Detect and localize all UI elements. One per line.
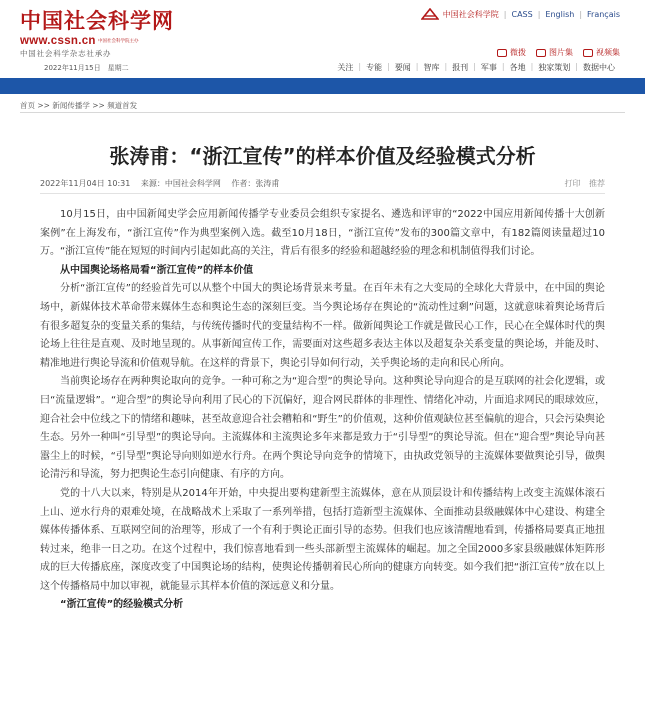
weibo-icon <box>497 49 507 57</box>
current-date: 2022年11月15日 星期二 <box>44 64 129 72</box>
breadcrumb <box>20 100 137 111</box>
nav-item-thinktank[interactable]: 智库 <box>423 63 440 72</box>
video-gallery-label: 视频集 <box>596 48 620 57</box>
top-links <box>421 8 620 20</box>
article-date: 2022年11月04日 10:31 <box>40 179 131 188</box>
article-source: 来源：中国社会科学网 <box>140 179 221 188</box>
divider <box>40 193 605 194</box>
cass-cn-link[interactable]: 中国社会科学院 <box>442 9 499 19</box>
main-nav: 关注 | 专能 | 要闻 | 智库 | 报刊 | 军事 | 各地 | 独家策划 | 数据中心 <box>332 62 620 73</box>
divider: | <box>579 9 583 19</box>
logo-title: 中国社会科学网 <box>20 8 174 33</box>
nav-item-military[interactable]: 军事 <box>480 63 497 72</box>
nav-color-bar <box>0 78 645 94</box>
section-heading: “浙江宣传”的经验模式分析 <box>60 599 184 611</box>
nav-item-journals[interactable]: 报刊 <box>452 63 469 72</box>
logo-subtitle: 中国社会科学杂志社承办 <box>20 49 112 58</box>
french-link[interactable]: Français <box>587 9 620 19</box>
article-paragraph: 当前舆论场存在两种舆论取向的竞争。一种可称之为“迎合型”的舆论导向。这种舆论导向迎合的是互联网的社会化逻辑，或曰“流量逻辑”。“迎合型”的舆论导向利用了民心的下沉偏好，迎合网民群体的非理性、情绪化冲动，片面追求网民的眼球效应，迎合社会中位线之下的情绪和趣味，甚至故意迎合社会糟粕和“野生”的价值观，这种价值观缺位甚至偏航的迎合，只会污染舆论生态。另外一种叫“引导型”的舆论导向。主流媒体和主流舆论多年来都是致力于“引导型”的舆论导流。但在“迎合型”舆论导向甚嚣尘上的时候，“引导型”舆论导向则如逆水行舟。在两个舆论导向竞争的情境下，由执政党领导的主流媒体要做舆论引导，做舆论清污和导流，努力把舆论生态引向健康、有序的方向。 <box>40 376 605 481</box>
cass-logo-icon <box>421 8 439 20</box>
article-author: 作者：张涛甫 <box>231 179 280 188</box>
breadcrumb-home[interactable]: 首页 <box>20 101 35 110</box>
social-links <box>487 47 620 58</box>
print-button[interactable]: 打印 <box>564 179 581 188</box>
site-logo[interactable] <box>20 8 174 59</box>
breadcrumb-channel[interactable]: 频道首发 <box>107 101 138 110</box>
weibo-label: 微拨 <box>510 48 526 57</box>
logo-url-suffix: 中国社会科学院主办 <box>97 37 139 44</box>
video-icon <box>583 49 593 57</box>
recommend-button[interactable]: 推荐 <box>589 179 605 188</box>
cass-link[interactable]: CASS <box>511 9 533 19</box>
article-paragraph: 10月15日，由中国新闻史学会应用新闻传播学专业委员会组织专家提名、遴选和评审的“2022中国应用新闻传播十大创新案例”在上海发布，“浙江宣传”作为典型案例入选。截至10月18日，“浙江宣传”发布的300篇文章中，有182篇阅读量超过10万。“浙江宣传”能在短短的时间内引起如此高的关注，背后有很多的经验和超越经验的理念和机制值得我们讨论。 <box>40 209 605 258</box>
article-paragraph: 党的十八大以来，特别是从2014年开始，中央提出要构建新型主流媒体，意在从顶层设计和传播结构上改变主流媒体滚石上山、逆水行舟的艰难处境，在战略战术上采取了一系列举措，包括打造新型主流媒体、全面推动县级融媒体中心建设、构建全媒体传播体系、互联网空间的治理等，形成了一个有利于舆论正面引导的态势。但我们也应该清醒地看到，传播格局要真正地扭转过来，绝非一日之功。在这个过程中，我们惊喜地看到一些头部新型主流媒体的崛起。加之全国2000多家县级融媒体矩阵形成的巨大传播底座，深度改变了中国舆论场的结构，使舆论传播朝着民心所向的健康方向转变。如今我们把“浙江宣传”放在以上这个传播格局中加以审视，就能显示其样本价值的深远意义和分量。 <box>40 487 605 592</box>
image-icon <box>536 49 546 57</box>
breadcrumb-journalism[interactable]: 新闻传播学 <box>52 101 90 110</box>
divider: | <box>503 9 507 19</box>
logo-url: www.cssn.cn <box>20 35 96 47</box>
nav-item-news[interactable]: 要闻 <box>394 63 411 72</box>
article-title: 张涛甫：“浙江宣传”的样本价值及经验模式分析 <box>109 144 536 168</box>
logo-url-line <box>20 35 170 47</box>
nav-item-data[interactable]: 数据中心 <box>583 63 615 72</box>
nav-item-exclusive[interactable]: 独家策划 <box>538 63 571 72</box>
article-tools <box>558 178 605 189</box>
nav-item-regions[interactable]: 各地 <box>509 63 526 72</box>
english-link[interactable]: English <box>545 9 575 19</box>
weibo-link[interactable] <box>497 47 526 58</box>
nav-item-special[interactable]: 专能 <box>366 63 383 72</box>
site-header <box>0 0 645 78</box>
video-gallery-link[interactable] <box>583 47 620 58</box>
breadcrumb-separator: >> <box>37 101 53 110</box>
image-gallery-link[interactable] <box>536 47 573 58</box>
divider: | <box>537 9 541 19</box>
image-gallery-label: 图片集 <box>549 48 573 57</box>
section-heading: 从中国舆论场格局看“浙江宣传”的样本价值 <box>60 264 254 276</box>
article-meta <box>40 178 287 189</box>
article-body <box>40 206 605 615</box>
breadcrumb-separator: >> <box>92 101 108 110</box>
article-paragraph: 分析“浙江宣传”的经验首先可以从整个中国大的舆论场背景来考量。在百年未有之大变局的全球化大背景中，在中国的舆论场中，新媒体技术革命带来媒体生态和舆论生态的深刻巨变。当今舆论场存在舆论的“流动性过剩”问题，这就意味着舆论场背后有很多超复杂的变量关系的集结，与传统传播时代的变量结构不一样。做新闻舆论工作就是做民心工作，民心在全媒体时代的舆论场上往往是直观、及时地呈现的。从事新闻宣传工作，需要面对这些超多表达主体以及超复杂关系变量的舆论场，并能及时、精准地进行舆论导流和价值观导航。在这样的背景下，舆论引导如何行动，关乎舆论场的走向和民心所向。 <box>40 283 605 369</box>
divider <box>20 112 625 113</box>
nav-item-focus[interactable]: 关注 <box>337 63 354 72</box>
